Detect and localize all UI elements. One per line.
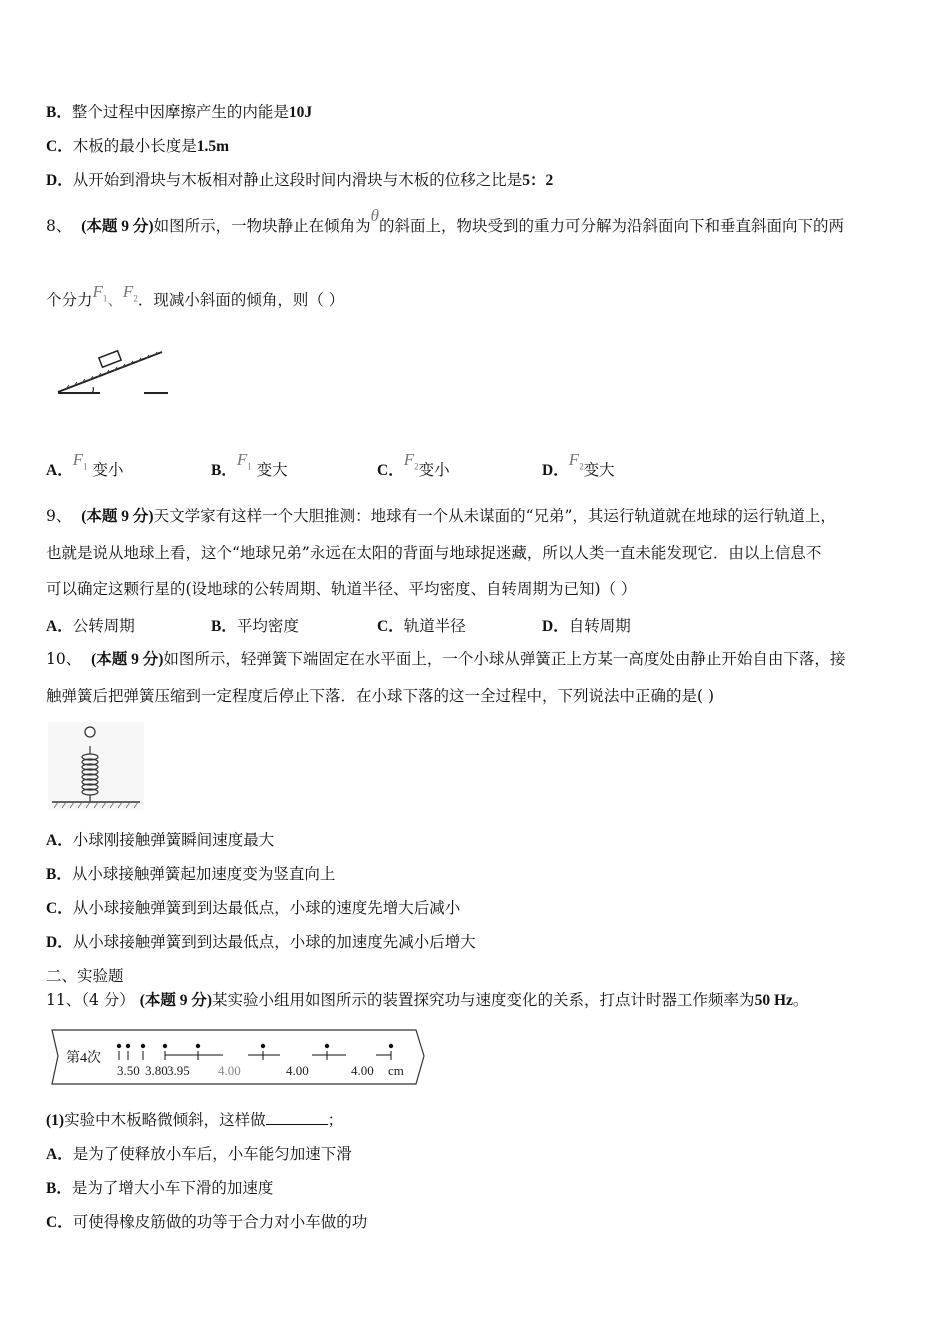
question-score: (本题 9 分) (81, 218, 154, 235)
q9-option-b[interactable]: B．平均密度 (211, 617, 299, 635)
q8-options (46, 450, 926, 482)
q10-option-b[interactable]: B．从小球接触弹簧起加速度变为竖直向上 (46, 865, 336, 883)
q8-option-a[interactable]: A．$F_1$ 变小 (46, 450, 124, 479)
q9-option-d[interactable]: D．自转周期 (542, 617, 631, 635)
tape-d4: 4.00 (218, 1063, 241, 1078)
q9-stem-line-1: 9、 (本题 9 分)天文学家有这样一个大胆推测：地球有一个从未谋面的“兄弟”，其运行轨道就在地球的运行轨道上， (46, 507, 836, 525)
spring-figure (48, 722, 144, 810)
q8-option-c[interactable]: C．$F_2$变小 (377, 450, 450, 479)
tape-d6: 4.00 (351, 1063, 374, 1078)
tape-label: 第4次 (66, 1051, 101, 1066)
q8-option-b[interactable]: B．$F_1$ 变大 (211, 450, 288, 479)
q9-stem-line-3: 可以确定这颗行星的(设地球的公转周期、轨道半径、平均密度、自转周期为已知)（ ） (46, 580, 637, 598)
q9-option-a[interactable]: A．公转周期 (46, 617, 135, 635)
q9-options (46, 614, 926, 638)
q8-stem-line-1: 8、 (本题 9 分)如图所示，一物块静止在倾角为θ的斜面上，物块受到的重力可分解为沿斜面向下和垂直斜面向下的两 (46, 206, 844, 235)
q11-stem-line-1: 11、（4 分） (本题 9 分)某实验小组用如图所示的装置探究功与速度变化的关系，打点计时器工作频率为50 Hz。 (46, 991, 809, 1009)
q11-option-c[interactable]: C．可使得橡皮筋做的功等于合力对小车做的功 (46, 1213, 368, 1231)
q10-stem-line-1: 10、 (本题 9 分)如图所示，轻弹簧下端固定在水平面上，一个小球从弹簧正上方某一高度处由静止开始自由下落，接 (46, 650, 846, 668)
question-number: 8、 (46, 217, 72, 235)
q10-option-d[interactable]: D．从小球接触弹簧到到达最低点，小球的加速度先减小后增大 (46, 933, 476, 951)
f2-symbol: $F_2$ (122, 282, 138, 304)
theta-symbol: θ (370, 206, 379, 225)
paper-tape-figure (46, 1026, 426, 1088)
incline-figure (52, 340, 170, 400)
tape-unit: cm (388, 1063, 404, 1078)
q7-option-c: C．木板的最小长度是1.5m (46, 137, 230, 155)
tape-d5: 4.00 (286, 1063, 309, 1078)
q11-subquestion-1: (1)实验中木板略微倾斜，这样做 ； (46, 1111, 344, 1129)
tape-d3: 3.95 (167, 1063, 190, 1078)
tape-d1: 3.50 (117, 1063, 140, 1078)
q7-option-b: B．整个过程中因摩擦产生的内能是10J (46, 103, 313, 121)
q8-option-d[interactable]: D．$F_2$变大 (542, 450, 615, 479)
q10-stem-line-2: 触弹簧后把弹簧压缩到一定程度后停止下落．在小球下落的这一全过程中，下列说法中正确的是( ) (46, 687, 715, 705)
f1-symbol: $F_1$ (92, 282, 108, 304)
q11-option-b[interactable]: B．是为了增大小车下滑的加速度 (46, 1179, 274, 1197)
section-heading: 二、实验题 (46, 967, 124, 985)
q9-option-c[interactable]: C．轨道半径 (377, 617, 466, 635)
q9-stem-line-2: 也就是说从地球上看，这个“地球兄弟”永远在太阳的背面与地球捉迷藏，所以人类一直未能发现它．由以上信息不 (46, 544, 822, 562)
answer-blank[interactable] (266, 1110, 328, 1125)
q11-option-a[interactable]: A．是为了使释放小车后，小车能匀加速下滑 (46, 1145, 352, 1163)
tape-d2: 3.80 (145, 1063, 168, 1078)
q7-option-d: D．从开始到滑块与木板相对静止这段时间内滑块与木板的位移之比是5：2 (46, 171, 554, 189)
q10-option-a[interactable]: A．小球刚接触弹簧瞬间速度最大 (46, 831, 275, 849)
q8-stem-line-2: 个分力$F_1$、$F_2$．现减小斜面的倾角，则（ ） (46, 282, 345, 309)
q10-option-c[interactable]: C．从小球接触弹簧到到达最低点，小球的速度先增大后减小 (46, 899, 461, 917)
